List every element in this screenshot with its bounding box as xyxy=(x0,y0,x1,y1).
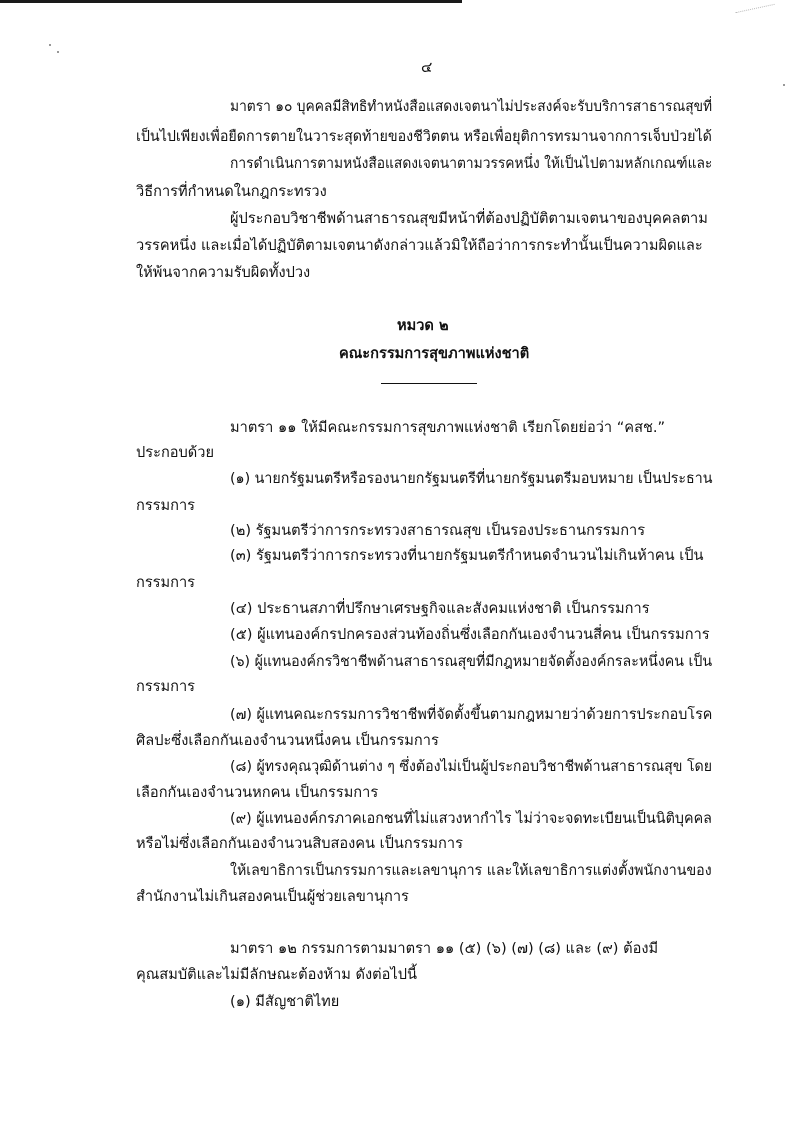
text-line: มาตรา ๑๑ ให้มีคณะกรรมการสุขภาพแห่งชาติ เรียกโดยย่อว่า “คสช.” xyxy=(230,419,666,436)
chapter-title: คณะกรรมการสุขภาพแห่งชาติ xyxy=(339,345,530,362)
text-line: เลือกกันเองจำนวนหกคน เป็นกรรมการ xyxy=(136,784,379,801)
text-line: วิธีการที่กำหนดในกฎกระทรวง xyxy=(136,183,327,200)
text-line: (๑) มีสัญชาติไทย xyxy=(230,993,340,1010)
page-number: ๔ xyxy=(421,58,433,76)
text-line: ให้เลขาธิการเป็นกรรมการและเลขานุการ และให้เลขาธิการแต่งตั้งพนักงานของ xyxy=(230,862,712,879)
heading-rule xyxy=(381,383,477,384)
text-line: มาตรา ๑๒ กรรมการตามมาตรา ๑๑ (๕) (๖) (๗) (๘) และ (๙) ต้องมี xyxy=(230,940,659,957)
scan-speck xyxy=(49,44,51,46)
chapter-heading: หมวด ๒ xyxy=(397,317,449,334)
text-line: คุณสมบัติและไม่มีลักษณะต้องห้าม ดังต่อไปนี้ xyxy=(136,966,417,983)
text-line: ผู้ประกอบวิชาชีพด้านสาธารณสุขมีหน้าที่ต้องปฏิบัติตามเจตนาของบุคคลตาม xyxy=(230,210,708,227)
text-line: มาตรา ๑๐ บุคคลมีสิทธิทำหนังสือแสดงเจตนาไม่ประสงค์จะรับบริการสาธารณสุขที่ xyxy=(230,98,713,115)
text-line: (๔) ประธานสภาที่ปรึกษาเศรษฐกิจและสังคมแห่งชาติ เป็นกรรมการ xyxy=(230,600,650,617)
text-line: ประกอบด้วย xyxy=(136,444,215,461)
text-line: กรรมการ xyxy=(136,678,196,695)
text-line: (๑) นายกรัฐมนตรีหรือรองนายกรัฐมนตรีที่นายกรัฐมนตรีมอบหมาย เป็นประธาน xyxy=(230,470,713,487)
scan-speck xyxy=(57,51,59,53)
text-line: ให้พ้นจากความรับผิดทั้งปวง xyxy=(136,264,311,281)
text-line: (๓) รัฐมนตรีว่าการกระทรวงที่นายกรัฐมนตรีกำหนดจำนวนไม่เกินห้าคน เป็น xyxy=(230,547,704,564)
text-line: วรรคหนึ่ง และเมื่อได้ปฏิบัติตามเจตนาดังกล่าวแล้วมิให้ถือว่าการกระทำนั้นเป็นความผิดและ xyxy=(136,237,703,254)
text-line: (๙) ผู้แทนองค์กรภาคเอกชนที่ไม่แสวงหากำไร ไม่ว่าจะจดทะเบียนเป็นนิติบุคคล xyxy=(230,810,712,827)
scan-top-border xyxy=(0,0,462,3)
text-line: (๒) รัฐมนตรีว่าการกระทรวงสาธารณสุข เป็นรองประธานกรรมการ xyxy=(230,522,646,539)
text-line: เป็นไปเพียงเพื่อยืดการตายในวาระสุดท้ายของชีวิตตน หรือเพื่อยุติการทรมานจากการเจ็บป่วยได้ xyxy=(136,128,712,145)
scan-speck xyxy=(783,84,785,86)
text-line: (๘) ผู้ทรงคุณวุฒิด้านต่าง ๆ ซึ่งต้องไม่เป็นผู้ประกอบวิชาชีพด้านสาธารณสุข โดย xyxy=(230,758,713,775)
text-line: สำนักงานไม่เกินสองคนเป็นผู้ช่วยเลขานุการ xyxy=(136,888,409,905)
text-line: หรือไม่ซึ่งเลือกกันเองจำนวนสิบสองคน เป็นกรรมการ xyxy=(136,835,463,852)
text-line: กรรมการ xyxy=(136,497,196,514)
scan-mark xyxy=(735,4,774,13)
text-line: (๕) ผู้แทนองค์กรปกครองส่วนท้องถิ่นซึ่งเลือกกันเองจำนวนสี่คน เป็นกรรมการ xyxy=(230,626,710,643)
text-line: ศิลปะซึ่งเลือกกันเองจำนวนหนึ่งคน เป็นกรรมการ xyxy=(136,732,439,749)
text-line: (๖) ผู้แทนองค์กรวิชาชีพด้านสาธารณสุขที่มีกฎหมายจัดตั้งองค์กรละหนึ่งคน เป็น xyxy=(230,653,713,670)
text-line: การดำเนินการตามหนังสือแสดงเจตนาตามวรรคหนึ่ง ให้เป็นไปตามหลักเกณฑ์และ xyxy=(230,155,713,172)
text-line: (๗) ผู้แทนคณะกรรมการวิชาชีพที่จัดตั้งขึ้นตามกฎหมายว่าด้วยการประกอบโรค xyxy=(230,706,713,723)
text-line: กรรมการ xyxy=(136,574,196,591)
